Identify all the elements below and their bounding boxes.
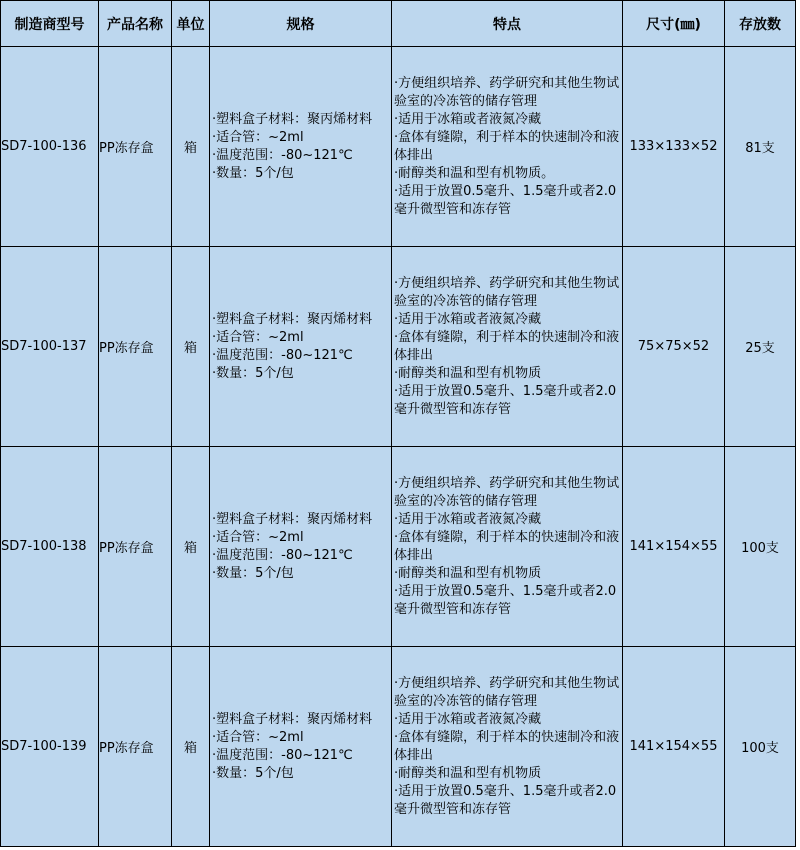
- feature-line: ·盒体有缝隙，利于样本的快速制冷和液体排出: [394, 729, 620, 763]
- unit-cell: 箱: [172, 247, 210, 447]
- header-model: 制造商型号: [1, 1, 99, 47]
- spec-cell: [210, 647, 392, 847]
- spec-line: ·塑料盒子材料：聚丙烯材料: [212, 511, 373, 527]
- feature-line: ·盒体有缝隙，利于样本的快速制冷和液体排出: [394, 329, 620, 363]
- model-cell: SD7-100-136: [1, 47, 99, 247]
- features-cell: [392, 647, 623, 847]
- spec-line: ·温度范围：-80~121℃: [212, 547, 353, 563]
- feature-line: ·盒体有缝隙，利于样本的快速制冷和液体排出: [394, 129, 620, 163]
- header-unit: 单位: [172, 1, 210, 47]
- size-cell: 133×133×52: [623, 47, 725, 247]
- spec-line: ·温度范围：-80~121℃: [212, 747, 353, 763]
- feature-line: ·盒体有缝隙，利于样本的快速制冷和液体排出: [394, 529, 620, 563]
- spec-line: ·塑料盒子材料：聚丙烯材料: [212, 311, 373, 327]
- features-cell: [392, 47, 623, 247]
- product-name-cell: PP冻存盒: [99, 47, 172, 247]
- capacity-cell: 81支: [725, 47, 796, 247]
- feature-line: ·适用于放置0.5毫升、1.5毫升或者2.0毫升微型管和冻存管: [394, 183, 617, 217]
- capacity-cell: 100支: [725, 447, 796, 647]
- feature-line: ·耐醇类和温和型有机物质: [394, 365, 542, 381]
- spec-line: ·数量：5个/包: [212, 365, 294, 381]
- header-features: 特点: [392, 1, 623, 47]
- spec-line: ·适合管：~2ml: [212, 129, 304, 145]
- table-row: [1, 247, 796, 447]
- feature-line: ·适用于放置0.5毫升、1.5毫升或者2.0毫升微型管和冻存管: [394, 583, 617, 617]
- feature-line: ·方便组织培养、药学研究和其他生物试验室的冷冻管的储存管理: [394, 275, 620, 309]
- spec-line: ·适合管：~2ml: [212, 729, 304, 745]
- table-row: [1, 647, 796, 847]
- spec-line: ·塑料盒子材料：聚丙烯材料: [212, 711, 373, 727]
- capacity-cell: 25支: [725, 247, 796, 447]
- feature-line: ·耐醇类和温和型有机物质: [394, 765, 542, 781]
- spec-line: ·适合管：~2ml: [212, 529, 304, 545]
- spec-line: ·数量：5个/包: [212, 165, 294, 181]
- feature-line: ·适用于冰箱或者液氮冷藏: [394, 311, 542, 327]
- feature-line: ·方便组织培养、药学研究和其他生物试验室的冷冻管的储存管理: [394, 75, 620, 109]
- feature-line: ·适用于放置0.5毫升、1.5毫升或者2.0毫升微型管和冻存管: [394, 383, 617, 417]
- spec-line: ·温度范围：-80~121℃: [212, 147, 353, 163]
- model-cell: SD7-100-139: [1, 647, 99, 847]
- header-size: 尺寸(㎜): [623, 1, 725, 47]
- spec-line: ·数量：5个/包: [212, 565, 294, 581]
- spec-line: ·温度范围：-80~121℃: [212, 347, 353, 363]
- spec-line: ·数量：5个/包: [212, 765, 294, 781]
- feature-line: ·适用于冰箱或者液氮冷藏: [394, 511, 542, 527]
- product-name-cell: PP冻存盒: [99, 247, 172, 447]
- model-cell: SD7-100-138: [1, 447, 99, 647]
- product-name-cell: PP冻存盒: [99, 447, 172, 647]
- table-row: [1, 447, 796, 647]
- product-name-cell: PP冻存盒: [99, 647, 172, 847]
- features-cell: [392, 247, 623, 447]
- feature-line: ·适用于放置0.5毫升、1.5毫升或者2.0毫升微型管和冻存管: [394, 783, 617, 817]
- header-spec: 规格: [210, 1, 392, 47]
- header-capacity: 存放数: [725, 1, 796, 47]
- feature-line: ·适用于冰箱或者液氮冷藏: [394, 711, 542, 727]
- feature-line: ·耐醇类和温和型有机物质。: [394, 165, 555, 181]
- feature-line: ·方便组织培养、药学研究和其他生物试验室的冷冻管的储存管理: [394, 475, 620, 509]
- spec-line: ·适合管：~2ml: [212, 329, 304, 345]
- model-cell: SD7-100-137: [1, 247, 99, 447]
- spec-cell: [210, 47, 392, 247]
- unit-cell: 箱: [172, 447, 210, 647]
- features-cell: [392, 447, 623, 647]
- size-cell: 75×75×52: [623, 247, 725, 447]
- capacity-cell: 100支: [725, 647, 796, 847]
- spec-cell: [210, 247, 392, 447]
- size-cell: 141×154×55: [623, 447, 725, 647]
- size-cell: 141×154×55: [623, 647, 725, 847]
- feature-line: ·耐醇类和温和型有机物质: [394, 565, 542, 581]
- table-row: [1, 47, 796, 247]
- spec-line: ·塑料盒子材料：聚丙烯材料: [212, 111, 373, 127]
- spec-cell: [210, 447, 392, 647]
- header-row: [1, 1, 796, 47]
- header-product-name: 产品名称: [99, 1, 172, 47]
- unit-cell: 箱: [172, 647, 210, 847]
- feature-line: ·适用于冰箱或者液氮冷藏: [394, 111, 542, 127]
- unit-cell: 箱: [172, 47, 210, 247]
- feature-line: ·方便组织培养、药学研究和其他生物试验室的冷冻管的储存管理: [394, 675, 620, 709]
